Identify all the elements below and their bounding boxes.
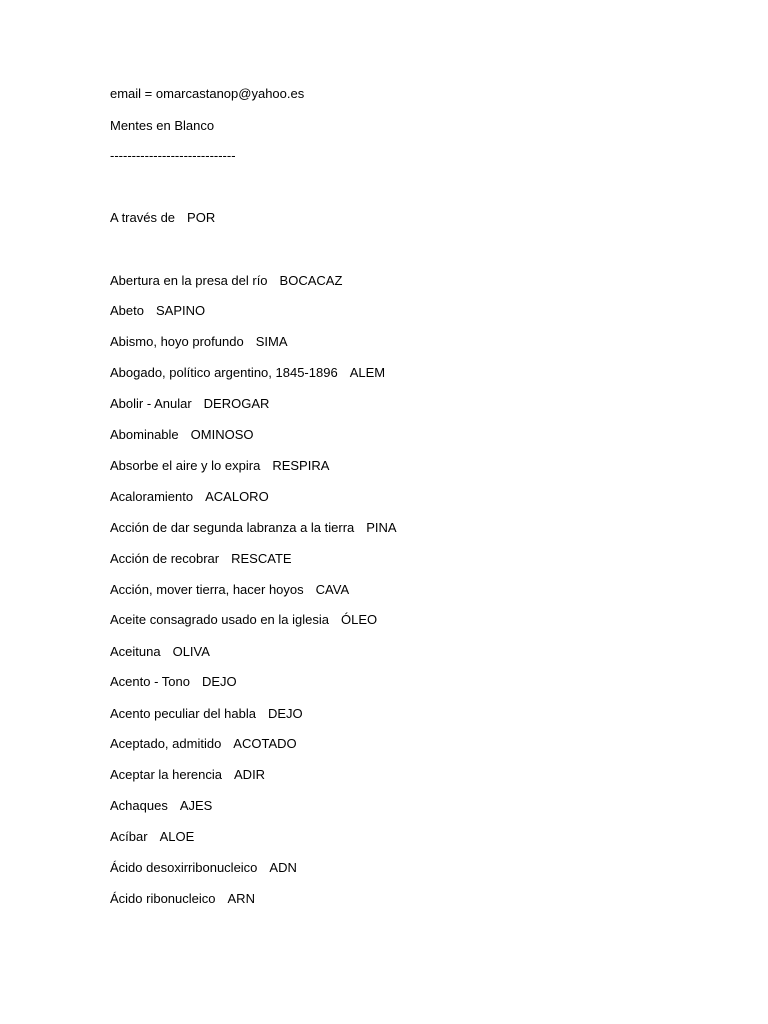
list-item (110, 860, 297, 876)
entry-clue: Abismo, hoyo profundo (110, 334, 244, 349)
entry-answer: AJES (179, 798, 213, 813)
list-item (110, 798, 212, 814)
entry-clue: Ácido ribonucleico (110, 891, 216, 906)
entry-answer: ALEM (349, 365, 386, 380)
entry-clue: Achaques (110, 798, 168, 813)
entry-clue: Acíbar (110, 829, 148, 844)
list-item (110, 458, 329, 474)
list-item (110, 582, 349, 598)
entry-answer: RESPIRA (272, 458, 330, 473)
list-item (110, 829, 194, 845)
list-item (110, 644, 210, 660)
entry-clue: Acción de recobrar (110, 551, 220, 566)
entry-answer: RESCATE (231, 551, 292, 566)
entry-clue: Acento peculiar del habla (110, 706, 256, 721)
entry-clue: Absorbe el aire y lo expira (110, 458, 261, 473)
entry-answer: DEROGAR (203, 396, 270, 411)
entry-answer: ARN (227, 891, 255, 906)
list-item (110, 303, 205, 319)
list-item (110, 334, 288, 350)
divider-line: ----------------------------- (110, 148, 236, 163)
entry-answer: SAPINO (155, 303, 206, 318)
list-item (110, 706, 303, 722)
list-item (110, 612, 377, 628)
list-item (110, 273, 342, 289)
entry-clue: Ácido desoxirribonucleico (110, 860, 258, 875)
entry-answer: CAVA (315, 582, 350, 597)
entry-answer: ALOE (159, 829, 195, 844)
entry-clue: Abertura en la presa del río (110, 273, 268, 288)
list-item (110, 427, 254, 443)
entry-clue: Abeto (110, 303, 144, 318)
entry-clue: Acaloramiento (110, 489, 194, 504)
intro-entry (110, 210, 215, 226)
list-item (110, 891, 255, 907)
list-item (110, 520, 397, 536)
entry-answer: OMINOSO (190, 427, 254, 442)
list-item (110, 396, 269, 412)
entry-clue: Acento - Tono (110, 674, 190, 689)
entry-answer: DEJO (268, 706, 303, 721)
entry-answer: OLIVA (172, 644, 210, 659)
entry-answer: PINA (366, 520, 397, 535)
entry-answer: SIMA (255, 334, 288, 349)
entry-clue: Abogado, político argentino, 1845-1896 (110, 365, 338, 380)
entry-answer: ÓLEO (340, 612, 378, 627)
entry-answer: DEJO (201, 674, 237, 689)
list-item (110, 674, 237, 690)
entry-answer: BOCACAZ (279, 273, 343, 288)
entry-clue: Aceituna (110, 644, 161, 659)
list-item (110, 489, 269, 505)
list-item (110, 767, 265, 783)
entry-clue: Acción de dar segunda labranza a la tierra (110, 520, 355, 535)
entry-answer: ADIR (234, 767, 266, 782)
entry-clue: Abolir - Anular (110, 396, 192, 411)
entry-answer: ACOTADO (233, 736, 297, 751)
entry-answer: ADN (269, 860, 297, 875)
entry-clue: Aceptado, admitido (110, 736, 222, 751)
entry-clue: Acción, mover tierra, hacer hoyos (110, 582, 304, 597)
entry-clue: A través de (110, 210, 176, 225)
entry-answer: POR (187, 210, 216, 225)
list-item (110, 365, 385, 381)
entry-clue: Aceite consagrado usado en la iglesia (110, 612, 329, 627)
entry-clue: Aceptar la herencia (110, 767, 223, 782)
list-item (110, 736, 297, 752)
document-title: Mentes en Blanco (110, 118, 215, 133)
entry-answer: ACALORO (205, 489, 269, 504)
list-item (110, 551, 292, 567)
email-line: email = omarcastanop@yahoo.es (110, 86, 305, 101)
entry-clue: Abominable (110, 427, 179, 442)
